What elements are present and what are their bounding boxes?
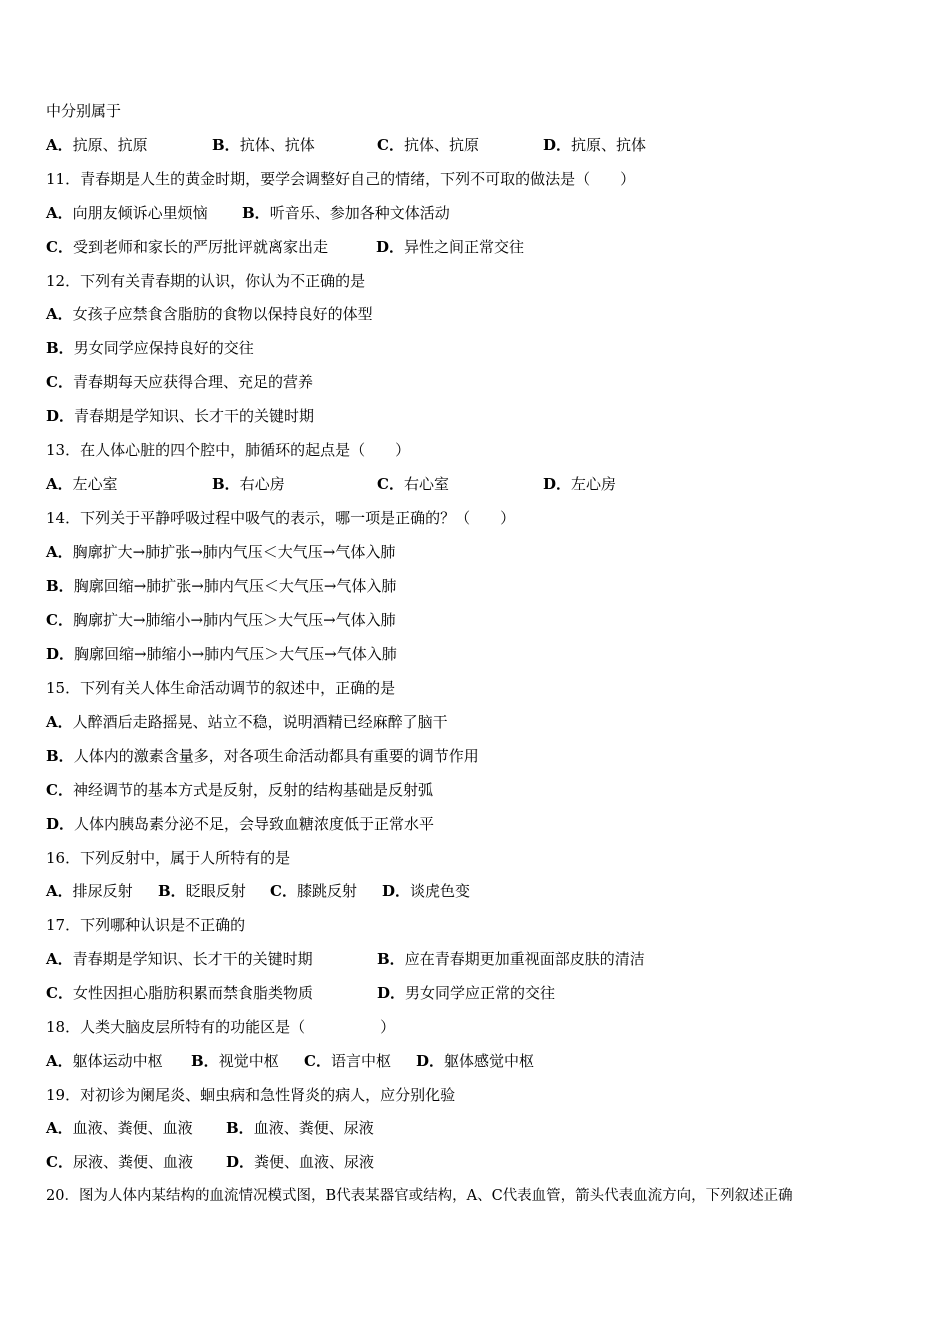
q13-option-a: A．左心室	[46, 475, 118, 493]
q17-stem-text: 17．下列哪种认识是不正确的	[46, 916, 246, 934]
q13-option-b: B．右心房	[212, 475, 285, 493]
q13-stem-text: 13．在人体心脏的四个腔中，肺循环的起点是（ ）	[46, 441, 411, 459]
q10-option-c: C．抗体、抗原	[377, 136, 479, 154]
q16-stem	[46, 846, 290, 870]
q10-stem-tail	[46, 99, 121, 123]
q11-option-c: C．受到老师和家长的严厉批评就离家出走	[46, 238, 328, 256]
q17-option-b: B．应在青春期更加重视面部皮肤的清洁	[377, 950, 645, 968]
q19-option-d: D．粪便、血液、尿液	[226, 1153, 375, 1171]
q17-stem	[46, 913, 245, 937]
q19-option-a: A．血液、粪便、血液	[46, 1119, 193, 1137]
q13-option-d: D．左心房	[543, 475, 617, 493]
q19-option-c: C．尿液、粪便、血液	[46, 1153, 193, 1171]
q20-stem-text: 20．图为人体内某结构的血流情况模式图，B代表某器官或结构，A、C代表血管，箭头代表血流方向，下列叙述正确	[46, 1188, 793, 1204]
q16-option-b: B．眨眼反射	[158, 882, 246, 900]
q14-option-d: D．胸廓回缩→肺缩小→肺内气压＞大气压→气体入肺	[46, 645, 397, 663]
q11-stem-text: 11．青春期是人生的黄金时期，要学会调整好自己的情绪，下列不可取的做法是（ ）	[46, 170, 636, 188]
q15-option-d: D．人体内胰岛素分泌不足，会导致血糖浓度低于正常水平	[46, 815, 435, 833]
q16-option-c: C．膝跳反射	[270, 882, 357, 900]
q16-stem-text: 16．下列反射中，属于人所特有的是	[46, 849, 291, 867]
q12-stem	[46, 269, 365, 293]
q19-stem	[46, 1083, 455, 1107]
q11-option-b: B．听音乐、参加各种文体活动	[242, 204, 450, 222]
q18-option-b: B．视觉中枢	[191, 1052, 279, 1070]
q14-stem	[46, 506, 515, 530]
q10-stem-text: 中分别属于	[46, 102, 122, 120]
q14-option-c: C．胸廓扩大→肺缩小→肺内气压＞大气压→气体入肺	[46, 611, 396, 629]
q19-option-b: B．血液、粪便、尿液	[226, 1119, 374, 1137]
q16-option-a: A．排尿反射	[46, 882, 133, 900]
q12-option-a: A．女孩子应禁食含脂肪的食物以保持良好的体型	[46, 305, 373, 323]
q18-option-d: D．躯体感觉中枢	[416, 1052, 535, 1070]
q15-stem-text: 15．下列有关人体生命活动调节的叙述中，正确的是	[46, 679, 396, 697]
q17-option-d: D．男女同学应正常的交往	[377, 984, 556, 1002]
q15-stem	[46, 676, 395, 700]
q15-option-a: A．人醉酒后走路摇晃、站立不稳，说明酒精已经麻醉了脑干	[46, 713, 448, 731]
q18-stem-text: 18．人类大脑皮层所特有的功能区是（ ）	[46, 1018, 396, 1036]
q18-stem	[46, 1015, 395, 1039]
q14-stem-text: 14．下列关于平静呼吸过程中吸气的表示，哪一项是正确的？（ ）	[46, 509, 516, 527]
q11-option-a: A．向朋友倾诉心里烦恼	[46, 204, 208, 222]
q10-option-d: D．抗原、抗体	[543, 136, 647, 154]
q15-option-b: B．人体内的激素含量多，对各项生命活动都具有重要的调节作用	[46, 747, 479, 765]
q18-option-c: C．语言中枢	[304, 1052, 391, 1070]
q15-option-c: C．神经调节的基本方式是反射，反射的结构基础是反射弧	[46, 781, 433, 799]
q13-stem	[46, 438, 410, 462]
q17-option-c: C．女性因担心脂肪积累而禁食脂类物质	[46, 984, 313, 1002]
q10-option-b: B．抗体、抗体	[212, 136, 315, 154]
q11-stem	[46, 167, 635, 191]
q12-option-d: D．青春期是学知识、长才干的关键时期	[46, 407, 315, 425]
q20-stem	[46, 1184, 793, 1208]
q12-stem-text: 12．下列有关青春期的认识，你认为不正确的是	[46, 272, 366, 290]
q10-option-a: A．抗原、抗原	[46, 136, 148, 154]
q14-option-b: B．胸廓回缩→肺扩张→肺内气压＜大气压→气体入肺	[46, 577, 397, 595]
q18-option-a: A．躯体运动中枢	[46, 1052, 163, 1070]
q16-option-d: D．谈虎色变	[382, 882, 471, 900]
q11-option-d: D．异性之间正常交往	[376, 238, 525, 256]
q12-option-b: B．男女同学应保持良好的交往	[46, 339, 254, 357]
q14-option-a: A．胸廓扩大→肺扩张→肺内气压＜大气压→气体入肺	[46, 543, 396, 561]
q13-option-c: C．右心室	[377, 475, 449, 493]
q12-option-c: C．青春期每天应获得合理、充足的营养	[46, 373, 313, 391]
q19-stem-text: 19．对初诊为阑尾炎、蛔虫病和急性肾炎的病人，应分别化验	[46, 1086, 456, 1104]
q17-option-a: A．青春期是学知识、长才干的关键时期	[46, 950, 313, 968]
